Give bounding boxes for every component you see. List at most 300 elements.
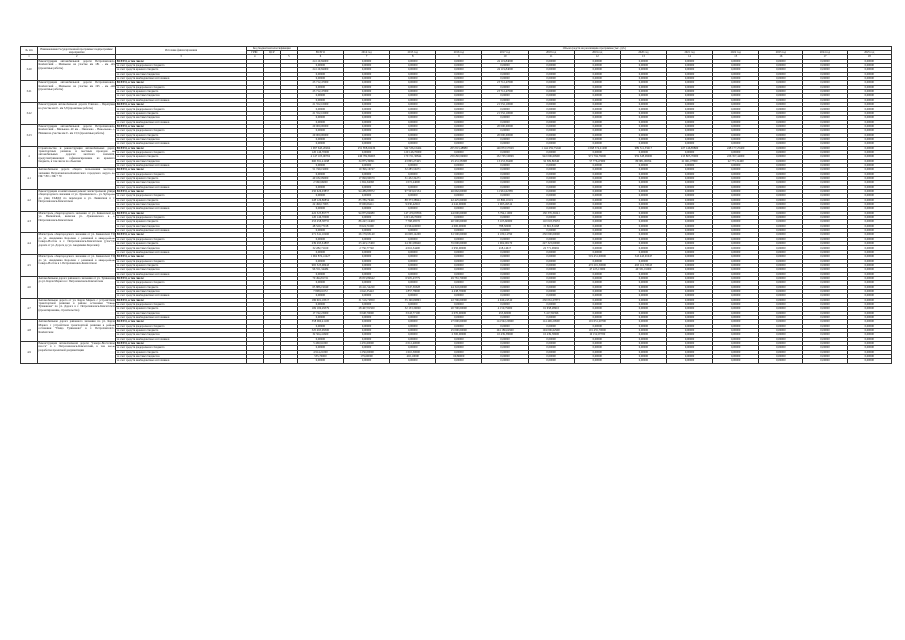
total-value: 7 898,61672 [297, 289, 343, 293]
year-value: 0,00000 [620, 311, 666, 315]
year-value: 0,00000 [390, 346, 436, 350]
year-value: 0,00000 [847, 133, 891, 137]
year-value: 0,00000 [390, 229, 436, 233]
year-value: 26 608,14268 [390, 233, 436, 237]
year-value: 0,00000 [713, 315, 759, 319]
funding-source: за счет средств внебюджетных источников [116, 207, 246, 211]
year-value: 0,00000 [528, 194, 574, 198]
total-value: 0,00000 [297, 194, 343, 198]
column-index: 5 [280, 55, 297, 59]
total-value: 0,00000 [297, 337, 343, 341]
year-value: 0,00000 [390, 237, 436, 241]
total-value: 0,00000 [297, 116, 343, 120]
year-value: 0,00000 [620, 298, 666, 302]
year-value: 0,00000 [344, 133, 390, 137]
year-value: 0,00000 [574, 350, 620, 354]
year-value: 0,00000 [574, 224, 620, 228]
year-value: 0,00000 [847, 146, 891, 150]
year-value: 0,00000 [390, 194, 436, 198]
column-index: 6 [297, 55, 343, 59]
year-value: 0,00000 [847, 163, 891, 167]
year-value: 0,00000 [666, 168, 712, 172]
year-value: 0,00000 [620, 350, 666, 354]
header-no: № п/п [21, 47, 38, 55]
year-value: 0,00000 [574, 346, 620, 350]
year-value: 0,00000 [847, 111, 891, 115]
year-value: 130 376,39241 [528, 211, 574, 215]
year-value: 0,00000 [390, 72, 436, 76]
year-value: 0,00000 [482, 207, 528, 211]
year-value: 472 201,30000 [574, 263, 620, 267]
year-value: 0,00000 [436, 129, 482, 133]
year-value: 3 043,77100 [390, 311, 436, 315]
year-value: 0,00000 [528, 276, 574, 280]
year-value: 227 146,85800 [666, 146, 712, 150]
year-value: 0,00000 [344, 142, 390, 146]
year-value: 0,00000 [390, 107, 436, 111]
year-value: 0,00000 [482, 98, 528, 102]
year-value: 0,00000 [528, 346, 574, 350]
measure-name: Реконструкция автомобильной дороги Петропавловск-Камчатский - Мильково на участке км 195 - км 208 (проектные работы) [38, 81, 116, 103]
year-value: 0,00000 [482, 107, 528, 111]
year-value: 0,00000 [713, 289, 759, 293]
year-value: 0,00000 [713, 242, 759, 246]
year-value: 0,00000 [620, 302, 666, 306]
year-value: 0,00000 [803, 64, 847, 68]
year-value: 0,00000 [528, 207, 574, 211]
year-value: 0,00000 [803, 185, 847, 189]
header-year: 2020 год [620, 51, 666, 55]
measure-name: Магистраль общегородского значения от ул. Кавказской до ул. Вилюйской, включая ул. Лукашевского в г. Петропавловск-Камчатском [38, 211, 116, 233]
funding-source: ВСЕГО, в том числе: [116, 298, 246, 302]
funding-source: за счет средств внебюджетных источников [116, 250, 246, 254]
year-value: 0,00000 [528, 203, 574, 207]
year-value: 0,00000 [666, 289, 712, 293]
year-value: 0,00000 [344, 302, 390, 306]
year-value: 0,00000 [574, 298, 620, 302]
year-value: 0,00000 [620, 333, 666, 337]
year-value: 0,00000 [803, 220, 847, 224]
year-value: 0,00000 [803, 142, 847, 146]
row-number: 4.3 [21, 211, 38, 233]
year-value: 0,00000 [620, 342, 666, 346]
measure-name: Реконструкция автомобильной дороги Елизово - Паратунка на участке км 0 - км 5,8 (проектные работы) [38, 103, 116, 125]
year-value: 0,00000 [666, 315, 712, 319]
year-value: 0,00000 [620, 81, 666, 85]
year-value: 0,00000 [620, 320, 666, 324]
year-value: 0,00000 [528, 64, 574, 68]
year-value: 0,00000 [847, 337, 891, 341]
year-value: 251 858,02436 [344, 146, 390, 150]
year-value: 0,00000 [847, 103, 891, 107]
year-value: 0,00000 [847, 281, 891, 285]
year-value: 0,00000 [803, 242, 847, 246]
year-value: 21 661,07800 [666, 159, 712, 163]
year-value: 0,00000 [713, 246, 759, 250]
column-index: 18 [847, 55, 891, 59]
year-value: 0,00000 [847, 137, 891, 141]
year-value: 47 223,13000 [574, 268, 620, 272]
total-value: 660 391,41298 [297, 159, 343, 163]
year-value: 0,00000 [666, 268, 712, 272]
year-value: 0,00000 [528, 281, 574, 285]
year-value: 0,00000 [528, 272, 574, 276]
year-value: 101 455,70000 [574, 329, 620, 333]
year-value: 0,00000 [390, 163, 436, 167]
year-value: 0,00000 [574, 315, 620, 319]
total-value: 21 552,10000 [297, 111, 343, 115]
year-value: 0,00000 [436, 168, 482, 172]
funding-source: за счет средств федерального бюджета [116, 150, 246, 154]
year-value: 0,00000 [713, 172, 759, 176]
kbk-cell [263, 359, 280, 363]
year-value: 0,00000 [666, 163, 712, 167]
year-value: 23 423,17400 [344, 242, 390, 246]
year-value: 0,00000 [803, 181, 847, 185]
year-value: 0,00000 [528, 190, 574, 194]
funding-source: за счет средств федерального бюджета [116, 281, 246, 285]
year-value: 0,00000 [666, 94, 712, 98]
year-value: 0,00000 [574, 311, 620, 315]
year-value: 0,00000 [713, 59, 759, 63]
column-index: 17 [803, 55, 847, 59]
year-value: 0,00000 [528, 350, 574, 354]
year-value: 0,00000 [574, 302, 620, 306]
year-value: 0,00000 [666, 320, 712, 324]
year-value: 0,00000 [436, 342, 482, 346]
funding-source: за счет средств местных бюджетов [116, 203, 246, 207]
year-value: 97 503,61534 [390, 190, 436, 194]
year-value: 0,00000 [713, 320, 759, 324]
year-value: 170 721,30844 [390, 155, 436, 159]
year-value: 0,00000 [620, 116, 666, 120]
funding-source: за счет средств краевого бюджета [116, 198, 246, 202]
year-value: 0,00000 [759, 98, 803, 102]
year-value: 0,00000 [436, 59, 482, 63]
year-value: 0,00000 [344, 64, 390, 68]
year-value: 0,00000 [344, 77, 390, 81]
year-value: 0,00000 [574, 59, 620, 63]
year-value: 0,00000 [759, 155, 803, 159]
year-value: 0,00000 [666, 133, 712, 137]
funding-source: за счет средств краевого бюджета [116, 68, 246, 72]
header-grbs: ГРБС [246, 51, 263, 55]
year-value: 0,00000 [759, 276, 803, 280]
year-value: 0,00000 [344, 320, 390, 324]
year-value: 0,00000 [528, 59, 574, 63]
total-value: 0,00000 [297, 72, 343, 76]
year-value: 0,00000 [666, 150, 712, 154]
year-value: 0,00000 [759, 355, 803, 359]
year-value: 0,00000 [436, 90, 482, 94]
year-value: 0,00000 [574, 176, 620, 180]
year-value: 0,00000 [574, 129, 620, 133]
year-value: 0,00000 [390, 185, 436, 189]
year-value: 0,00000 [482, 342, 528, 346]
year-value: 0,00000 [482, 315, 528, 319]
year-value: 57 776,47000 [574, 159, 620, 163]
year-value: 0,00000 [436, 255, 482, 259]
year-value: 42 425,00000 [436, 198, 482, 202]
year-value: 4 000,00000 [436, 224, 482, 228]
year-value: 10 439,58000 [528, 333, 574, 337]
year-value: 0,00000 [713, 324, 759, 328]
column-index: 4 [246, 55, 263, 59]
year-value: 0,00000 [390, 294, 436, 298]
measure-name: Магистраль общегородского значения от ул. Кавказской ТЦ до ул. Академика Королева с развязкой в микрорайоне Северо-Восток в г. Петропавловск-Камчатском (участок дороги от ул. Дорога до ул. Академика Королева) [38, 233, 116, 255]
year-value: 104 186,62900 [482, 329, 528, 333]
year-value: 0,00000 [574, 355, 620, 359]
year-value: 32 285,50271 [390, 168, 436, 172]
year-value: 0,00000 [847, 77, 891, 81]
row-number: 4.1 [21, 168, 38, 190]
year-value: 0,00000 [847, 272, 891, 276]
year-value: 0,00000 [803, 246, 847, 250]
year-value: 0,00000 [666, 259, 712, 263]
year-value: 2 500,00000 [436, 333, 482, 337]
year-value: 0,00000 [344, 250, 390, 254]
year-value: 342 536,10464 [390, 146, 436, 150]
year-value: 0,00000 [666, 198, 712, 202]
year-value: 147 479,05856 [390, 211, 436, 215]
year-value: 0,00000 [803, 120, 847, 124]
total-value: 271 541,10260 [297, 233, 343, 237]
year-value: 0,00000 [847, 355, 891, 359]
year-value: 0,00000 [803, 333, 847, 337]
year-value: 0,00000 [666, 77, 712, 81]
header-year: 2022 год [713, 51, 759, 55]
year-value: 0,00000 [344, 81, 390, 85]
year-value: 0,00000 [803, 268, 847, 272]
year-value: 0,00000 [803, 116, 847, 120]
year-value: 0,00000 [847, 359, 891, 363]
header-year: 2019 год [574, 51, 620, 55]
year-value: 0,00000 [847, 129, 891, 133]
funding-source: за счет средств краевого бюджета [116, 133, 246, 137]
year-value: 205 813,48880 [436, 146, 482, 150]
year-value: 0,00000 [713, 68, 759, 72]
funding-source: за счет средств внебюджетных источников [116, 229, 246, 233]
year-value: 0,00000 [436, 150, 482, 154]
year-value: 218,14617 [482, 246, 528, 250]
year-value: 0,00000 [436, 229, 482, 233]
year-value: 0,00000 [847, 159, 891, 163]
measure-name: Автомобильная дорога районного значения по ул. Карла Маркса с устройством транспортной развязки в районе остановки "Улица Тушканова" в г. Петропавловск-Камчатском [38, 320, 116, 342]
year-value: 0,00000 [713, 307, 759, 311]
year-value: 0,00000 [847, 198, 891, 202]
year-value: 61 500,00000 [436, 233, 482, 237]
year-value: 0,00000 [390, 359, 436, 363]
year-value: 0,00000 [528, 250, 574, 254]
year-value: 0,00000 [847, 168, 891, 172]
year-value: 0,00000 [620, 246, 666, 250]
year-value: 55 000,00000 [436, 242, 482, 246]
year-value: 0,00000 [759, 94, 803, 98]
year-value: 0,00000 [759, 337, 803, 341]
year-value: 0,00000 [574, 250, 620, 254]
year-value: 0,00000 [713, 224, 759, 228]
year-value: 0,00000 [759, 346, 803, 350]
year-value: 922 006,60900 [528, 155, 574, 159]
year-value: 0,00000 [620, 150, 666, 154]
year-value: 0,00000 [344, 259, 390, 263]
year-value: 0,00000 [482, 172, 528, 176]
year-value: 0,00000 [713, 311, 759, 315]
year-value: 0,00000 [803, 81, 847, 85]
year-value: 2 180,14790 [482, 233, 528, 237]
column-index: 10 [482, 55, 528, 59]
year-value: 0,00000 [666, 237, 712, 241]
year-value: 0,00000 [847, 211, 891, 215]
year-value: 0,00000 [759, 124, 803, 128]
total-value: 96 551,34484 [297, 268, 343, 272]
year-value: 0,00000 [847, 220, 891, 224]
total-value: 0,00000 [297, 94, 343, 98]
year-value: 0,00000 [528, 294, 574, 298]
year-value: 0,00000 [620, 289, 666, 293]
year-value: 0,00000 [620, 329, 666, 333]
header-year: 2023 год [759, 51, 803, 55]
year-value: 0,00000 [713, 329, 759, 333]
year-value: 0,00000 [666, 242, 712, 246]
year-value: 44 000,00000 [436, 211, 482, 215]
year-value: 0,00000 [528, 90, 574, 94]
year-value: 0,00000 [713, 133, 759, 137]
year-value: 0,00000 [574, 68, 620, 72]
year-value: 0,00000 [620, 294, 666, 298]
year-value: 0,00000 [574, 168, 620, 172]
year-value: 0,00000 [574, 142, 620, 146]
year-value: 0,00000 [482, 268, 528, 272]
year-value: 114 496,20900 [528, 320, 574, 324]
year-value: 0,00000 [390, 268, 436, 272]
year-value: 0,00000 [666, 220, 712, 224]
year-value: 0,00000 [666, 176, 712, 180]
year-value: 0,00000 [847, 176, 891, 180]
total-value: 555,70000 [297, 355, 343, 359]
year-value: 0,00000 [574, 133, 620, 137]
year-value: 0,00000 [847, 190, 891, 194]
year-value: 0,00000 [528, 85, 574, 89]
year-value: 0,00000 [666, 124, 712, 128]
year-value: 0,00000 [436, 185, 482, 189]
year-value: 0,00000 [803, 155, 847, 159]
year-value: 10 439,58000 [482, 333, 528, 337]
year-value: 226 357,44000 [713, 155, 759, 159]
row-number: 4.7 [21, 298, 38, 320]
year-value: 0,00000 [528, 103, 574, 107]
year-value: 0,00000 [759, 107, 803, 111]
measure-name: Реконструкция автомобильной дороги "Северо-Восточное шоссе" в г. Петропавловск-Камчатский, в том числе разработка проектной документации [38, 342, 116, 364]
year-value: 0,00000 [574, 259, 620, 263]
funding-source: за счет средств местных бюджетов [116, 289, 246, 293]
year-value: 0,00000 [574, 85, 620, 89]
year-value: 0,00000 [390, 94, 436, 98]
year-value: 0,00000 [436, 116, 482, 120]
measure-name: Автомобильная дорога районного значения от ул. Тушканова до ул. Карла Маркса в г. Петропавловск-Камчатском [38, 276, 116, 298]
year-value: 0,00000 [759, 163, 803, 167]
year-value: 8 624,71600 [344, 224, 390, 228]
row-number: 4.5 [21, 255, 38, 277]
total-value: 169 169,29379 [297, 307, 343, 311]
year-value: 0,00000 [574, 324, 620, 328]
year-value: 0,00000 [436, 259, 482, 263]
year-value: 0,00000 [666, 294, 712, 298]
year-value: 0,00000 [390, 250, 436, 254]
year-value: 31 516,72850 [344, 298, 390, 302]
year-value: 0,00000 [713, 203, 759, 207]
year-value: 0,00000 [847, 294, 891, 298]
year-value: 0,00000 [574, 198, 620, 202]
year-value: 0,00000 [436, 350, 482, 354]
year-value: 120 146,70000 [390, 216, 436, 220]
year-value: 250 000,00000 [528, 233, 574, 237]
year-value: 0,00000 [620, 281, 666, 285]
row-number: 4.8 [21, 320, 38, 342]
year-value: 0,00000 [803, 103, 847, 107]
funding-source: ВСЕГО, в том числе: [116, 255, 246, 259]
year-value: 248 177,25400 [713, 146, 759, 150]
year-value: 0,00000 [344, 120, 390, 124]
year-value: 0,00000 [574, 307, 620, 311]
year-value: 0,00000 [713, 207, 759, 211]
year-value: 5 794,11000 [482, 211, 528, 215]
year-value: 0,00000 [482, 168, 528, 172]
header-year: 2017 год [482, 51, 528, 55]
funding-source: за счет средств местных бюджетов [116, 333, 246, 337]
year-value: 0,00000 [713, 168, 759, 172]
year-value: 0,00000 [803, 72, 847, 76]
year-value: 0,00000 [620, 168, 666, 172]
year-value: 0,00000 [620, 307, 666, 311]
year-value: 86 247,12400 [344, 220, 390, 224]
year-value: 0,00000 [390, 133, 436, 137]
column-index: 1 [21, 55, 38, 59]
year-value: 0,00000 [713, 355, 759, 359]
year-value: 788,50000 [482, 224, 528, 228]
year-value: 0,00000 [574, 281, 620, 285]
year-value: 0,00000 [574, 111, 620, 115]
year-value: 0,00000 [436, 124, 482, 128]
year-value: 18 053,89642 [344, 276, 390, 280]
year-value: 0,00000 [759, 129, 803, 133]
year-value: 0,00000 [620, 64, 666, 68]
funding-source: ВСЕГО, в том числе: [116, 342, 246, 346]
year-value: 0,00000 [713, 64, 759, 68]
total-value: 0,00000 [297, 172, 343, 176]
total-value: 325 495,99500 [297, 329, 343, 333]
year-value: 0,00000 [620, 163, 666, 167]
year-value: 0,00000 [847, 259, 891, 263]
kbk-cell [280, 359, 297, 363]
year-value: 0,00000 [847, 229, 891, 233]
year-value: 0,00000 [620, 220, 666, 224]
year-value: 0,00000 [847, 172, 891, 176]
year-value: 0,00000 [574, 289, 620, 293]
year-value: 0,00000 [436, 137, 482, 141]
year-value: 1 435,60000 [344, 342, 390, 346]
year-value: 0,00000 [803, 203, 847, 207]
year-value: 0,00000 [482, 77, 528, 81]
year-value: 0,00000 [666, 203, 712, 207]
year-value: 0,00000 [713, 281, 759, 285]
year-value: 4 242,00000 [436, 203, 482, 207]
year-value: 0,00000 [344, 281, 390, 285]
year-value: 0,00000 [574, 72, 620, 76]
year-value: 0,00000 [390, 103, 436, 107]
year-value: 0,00000 [390, 90, 436, 94]
year-value: 0,00000 [574, 163, 620, 167]
